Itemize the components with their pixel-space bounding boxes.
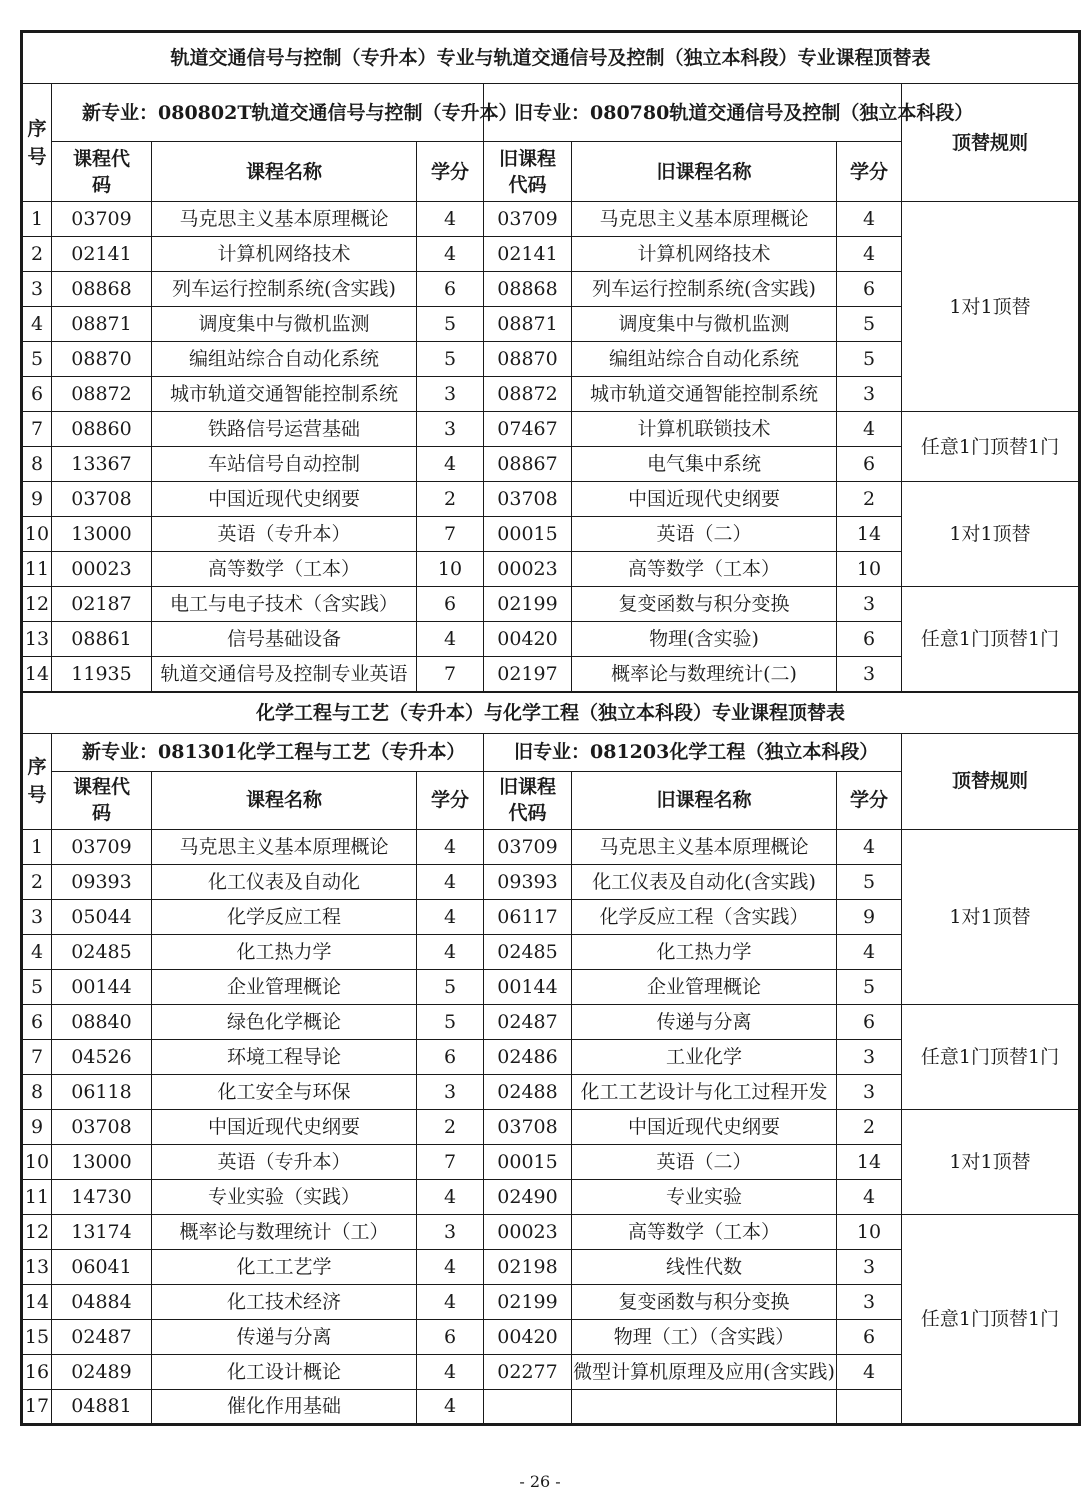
course-code: 14730 <box>52 1179 152 1214</box>
course-name: 信号基础设备 <box>152 622 417 657</box>
row-seq: 17 <box>22 1389 52 1424</box>
old-major-label: 旧专业：080780轨道交通信号及控制（独立本科段） <box>484 84 902 142</box>
header-name: 课程名称 <box>152 142 417 202</box>
course-code: 03709 <box>52 202 152 237</box>
old-course-credit: 10 <box>837 1214 902 1249</box>
old-course-name: 线性代数 <box>572 1249 837 1284</box>
course-code: 03709 <box>52 829 152 864</box>
table-row <box>22 587 1080 622</box>
old-course-name: 专业实验 <box>572 1179 837 1214</box>
major-header-row <box>22 733 1080 771</box>
old-major-label: 旧专业：081203化学工程（独立本科段） <box>484 733 902 771</box>
old-course-credit: 9 <box>837 899 902 934</box>
course-credit: 5 <box>417 1004 484 1039</box>
old-course-name: 复变函数与积分变换 <box>572 1284 837 1319</box>
table-title: 化学工程与工艺（专升本）与化学工程（独立本科段）专业课程顶替表 <box>22 692 1080 734</box>
old-course-credit: 3 <box>837 587 902 622</box>
course-code: 11935 <box>52 657 152 692</box>
table-row <box>22 829 1080 864</box>
course-code: 03708 <box>52 482 152 517</box>
course-credit: 5 <box>417 969 484 1004</box>
course-name: 传递与分离 <box>152 1319 417 1354</box>
old-course-code: 02487 <box>484 1004 572 1039</box>
header-rule: 顶替规则 <box>902 733 1080 829</box>
course-name: 马克思主义基本原理概论 <box>152 829 417 864</box>
course-name: 马克思主义基本原理概论 <box>152 202 417 237</box>
course-name: 英语（专升本） <box>152 1144 417 1179</box>
old-course-name: 调度集中与微机监测 <box>572 307 837 342</box>
old-course-credit: 6 <box>837 447 902 482</box>
course-code: 03708 <box>52 1109 152 1144</box>
old-course-credit: 4 <box>837 237 902 272</box>
course-substitution-sheet <box>20 30 1081 1426</box>
old-course-name: 电气集中系统 <box>572 447 837 482</box>
old-course-name: 英语（二） <box>572 517 837 552</box>
page-number: - 26 - <box>519 1472 561 1491</box>
row-seq: 6 <box>22 1004 52 1039</box>
course-credit: 3 <box>417 1074 484 1109</box>
old-course-name: 中国近现代史纲要 <box>572 1109 837 1144</box>
old-course-code: 08867 <box>484 447 572 482</box>
old-course-name: 工业化学 <box>572 1039 837 1074</box>
course-name: 轨道交通信号及控制专业英语 <box>152 657 417 692</box>
table-row <box>22 482 1080 517</box>
old-course-code: 02199 <box>484 1284 572 1319</box>
old-course-credit: 5 <box>837 864 902 899</box>
old-course-name: 物理(含实验) <box>572 622 837 657</box>
table-row <box>22 1109 1080 1144</box>
old-course-code: 03709 <box>484 202 572 237</box>
course-credit: 5 <box>417 307 484 342</box>
old-course-credit: 6 <box>837 272 902 307</box>
old-course-code: 03709 <box>484 829 572 864</box>
row-seq: 5 <box>22 969 52 1004</box>
course-credit: 7 <box>417 657 484 692</box>
course-name: 高等数学（工本） <box>152 552 417 587</box>
course-credit: 6 <box>417 1319 484 1354</box>
old-course-credit: 4 <box>837 1354 902 1389</box>
old-course-name: 传递与分离 <box>572 1004 837 1039</box>
course-credit: 6 <box>417 272 484 307</box>
major-header-row <box>22 84 1080 142</box>
old-course-name: 马克思主义基本原理概论 <box>572 202 837 237</box>
old-course-name: 概率论与数理统计(二) <box>572 657 837 692</box>
course-code: 08868 <box>52 272 152 307</box>
course-code: 13000 <box>52 1144 152 1179</box>
course-code: 02485 <box>52 934 152 969</box>
course-credit: 6 <box>417 1039 484 1074</box>
course-credit: 6 <box>417 587 484 622</box>
old-course-name: 化工热力学 <box>572 934 837 969</box>
header-old-credit: 学分 <box>837 142 902 202</box>
course-name: 化学反应工程 <box>152 899 417 934</box>
row-seq: 9 <box>22 1109 52 1144</box>
old-course-credit: 6 <box>837 622 902 657</box>
old-course-name: 马克思主义基本原理概论 <box>572 829 837 864</box>
row-seq: 9 <box>22 482 52 517</box>
row-seq: 4 <box>22 307 52 342</box>
row-seq: 10 <box>22 1144 52 1179</box>
row-seq: 14 <box>22 657 52 692</box>
row-seq: 1 <box>22 829 52 864</box>
course-credit: 3 <box>417 412 484 447</box>
course-credit: 4 <box>417 829 484 864</box>
row-seq: 10 <box>22 517 52 552</box>
course-code: 13367 <box>52 447 152 482</box>
course-credit: 4 <box>417 622 484 657</box>
old-course-code: 02199 <box>484 587 572 622</box>
old-course-name: 化工工艺设计与化工过程开发 <box>572 1074 837 1109</box>
course-credit: 4 <box>417 1249 484 1284</box>
substitution-rule: 任意1门顶替1门 <box>902 1214 1080 1424</box>
row-seq: 16 <box>22 1354 52 1389</box>
course-code: 04884 <box>52 1284 152 1319</box>
course-code: 04526 <box>52 1039 152 1074</box>
row-seq: 12 <box>22 587 52 622</box>
course-name: 化工仪表及自动化 <box>152 864 417 899</box>
header-old-code: 旧课程代码 <box>484 771 572 829</box>
old-course-credit: 14 <box>837 1144 902 1179</box>
course-code: 08872 <box>52 377 152 412</box>
row-seq: 15 <box>22 1319 52 1354</box>
course-code: 08870 <box>52 342 152 377</box>
substitution-rule: 1对1顶替 <box>902 482 1080 587</box>
course-credit: 7 <box>417 1144 484 1179</box>
old-course-code: 03708 <box>484 482 572 517</box>
course-credit: 4 <box>417 1389 484 1424</box>
course-credit: 4 <box>417 237 484 272</box>
row-seq: 2 <box>22 237 52 272</box>
course-code: 02187 <box>52 587 152 622</box>
old-course-code: 00144 <box>484 969 572 1004</box>
old-course-name: 英语（二） <box>572 1144 837 1179</box>
course-credit: 4 <box>417 1354 484 1389</box>
course-name: 城市轨道交通智能控制系统 <box>152 377 417 412</box>
row-seq: 13 <box>22 1249 52 1284</box>
course-name: 绿色化学概论 <box>152 1004 417 1039</box>
course-code: 06041 <box>52 1249 152 1284</box>
header-credit: 学分 <box>417 771 484 829</box>
course-code: 08871 <box>52 307 152 342</box>
course-credit: 2 <box>417 482 484 517</box>
old-course-credit: 4 <box>837 934 902 969</box>
old-course-credit: 5 <box>837 307 902 342</box>
old-course-code: 00023 <box>484 552 572 587</box>
old-course-credit: 2 <box>837 482 902 517</box>
course-name: 化工设计概论 <box>152 1354 417 1389</box>
old-course-credit: 10 <box>837 552 902 587</box>
header-old-name: 旧课程名称 <box>572 142 837 202</box>
old-course-code: 02486 <box>484 1039 572 1074</box>
substitution-rule: 1对1顶替 <box>902 829 1080 1004</box>
old-course-name <box>572 1389 837 1424</box>
course-credit: 4 <box>417 864 484 899</box>
course-credit: 4 <box>417 447 484 482</box>
header-seq: 序号 <box>22 84 52 202</box>
header-seq: 序号 <box>22 733 52 829</box>
old-course-name: 化工仪表及自动化(含实践) <box>572 864 837 899</box>
course-credit: 4 <box>417 899 484 934</box>
course-code: 00023 <box>52 552 152 587</box>
old-course-code: 02488 <box>484 1074 572 1109</box>
course-name: 电工与电子技术（含实践） <box>152 587 417 622</box>
row-seq: 8 <box>22 447 52 482</box>
old-course-code: 08872 <box>484 377 572 412</box>
old-course-credit: 3 <box>837 1284 902 1319</box>
table-row <box>22 412 1080 447</box>
old-course-code: 08868 <box>484 272 572 307</box>
old-course-credit: 3 <box>837 657 902 692</box>
course-name: 化工工艺学 <box>152 1249 417 1284</box>
old-course-name: 复变函数与积分变换 <box>572 587 837 622</box>
substitution-rule: 任意1门顶替1门 <box>902 1004 1080 1109</box>
header-rule: 顶替规则 <box>902 84 1080 202</box>
old-course-code: 02277 <box>484 1354 572 1389</box>
old-course-credit: 4 <box>837 202 902 237</box>
course-credit: 2 <box>417 1109 484 1144</box>
row-seq: 6 <box>22 377 52 412</box>
course-code: 02141 <box>52 237 152 272</box>
course-credit: 3 <box>417 377 484 412</box>
row-seq: 7 <box>22 412 52 447</box>
old-course-credit: 3 <box>837 1074 902 1109</box>
header-credit: 学分 <box>417 142 484 202</box>
course-code: 05044 <box>52 899 152 934</box>
course-code: 09393 <box>52 864 152 899</box>
course-code: 06118 <box>52 1074 152 1109</box>
old-course-code: 07467 <box>484 412 572 447</box>
course-code: 08861 <box>52 622 152 657</box>
course-name: 中国近现代史纲要 <box>152 1109 417 1144</box>
header-code: 课程代码 <box>52 142 152 202</box>
row-seq: 11 <box>22 1179 52 1214</box>
old-course-name: 列车运行控制系统(含实践) <box>572 272 837 307</box>
course-name: 中国近现代史纲要 <box>152 482 417 517</box>
course-name: 环境工程导论 <box>152 1039 417 1074</box>
row-seq: 13 <box>22 622 52 657</box>
row-seq: 5 <box>22 342 52 377</box>
old-course-credit: 2 <box>837 1109 902 1144</box>
course-name: 化工技术经济 <box>152 1284 417 1319</box>
old-course-credit: 6 <box>837 1319 902 1354</box>
old-course-code: 02197 <box>484 657 572 692</box>
old-course-name: 计算机联锁技术 <box>572 412 837 447</box>
course-name: 化工安全与环保 <box>152 1074 417 1109</box>
course-name: 企业管理概论 <box>152 969 417 1004</box>
course-credit: 7 <box>417 517 484 552</box>
old-course-code <box>484 1389 572 1424</box>
course-name: 计算机网络技术 <box>152 237 417 272</box>
old-course-code: 02490 <box>484 1179 572 1214</box>
document-page <box>20 30 1060 1426</box>
old-course-credit: 3 <box>837 377 902 412</box>
course-credit: 10 <box>417 552 484 587</box>
old-course-code: 02198 <box>484 1249 572 1284</box>
course-code: 13000 <box>52 517 152 552</box>
course-credit: 5 <box>417 342 484 377</box>
old-course-credit: 3 <box>837 1039 902 1074</box>
old-course-code: 00015 <box>484 1144 572 1179</box>
course-code: 04881 <box>52 1389 152 1424</box>
course-name: 列车运行控制系统(含实践) <box>152 272 417 307</box>
substitution-rule: 任意1门顶替1门 <box>902 412 1080 482</box>
old-course-credit: 14 <box>837 517 902 552</box>
course-code: 02489 <box>52 1354 152 1389</box>
old-course-name: 企业管理概论 <box>572 969 837 1004</box>
course-code: 00144 <box>52 969 152 1004</box>
old-course-credit: 5 <box>837 969 902 1004</box>
header-old-credit: 学分 <box>837 771 902 829</box>
substitution-rule: 1对1顶替 <box>902 202 1080 412</box>
row-seq: 8 <box>22 1074 52 1109</box>
table-title-row <box>22 32 1080 84</box>
row-seq: 12 <box>22 1214 52 1249</box>
old-course-credit: 4 <box>837 829 902 864</box>
course-credit: 3 <box>417 1214 484 1249</box>
old-course-code: 02141 <box>484 237 572 272</box>
course-name: 专业实验（实践） <box>152 1179 417 1214</box>
old-course-code: 06117 <box>484 899 572 934</box>
row-seq: 11 <box>22 552 52 587</box>
course-name: 化工热力学 <box>152 934 417 969</box>
substitution-rule: 1对1顶替 <box>902 1109 1080 1214</box>
header-old-code: 旧课程代码 <box>484 142 572 202</box>
course-credit: 4 <box>417 934 484 969</box>
old-course-code: 03708 <box>484 1109 572 1144</box>
course-name: 催化作用基础 <box>152 1389 417 1424</box>
old-course-name: 化学反应工程（含实践） <box>572 899 837 934</box>
row-seq: 14 <box>22 1284 52 1319</box>
course-code: 02487 <box>52 1319 152 1354</box>
old-course-name: 高等数学（工本） <box>572 552 837 587</box>
old-course-credit: 3 <box>837 1249 902 1284</box>
old-course-code: 00420 <box>484 622 572 657</box>
course-credit: 4 <box>417 202 484 237</box>
old-course-name: 编组站综合自动化系统 <box>572 342 837 377</box>
table-row <box>22 1004 1080 1039</box>
course-code: 08840 <box>52 1004 152 1039</box>
old-course-name: 计算机网络技术 <box>572 237 837 272</box>
row-seq: 1 <box>22 202 52 237</box>
course-code: 08860 <box>52 412 152 447</box>
course-name: 车站信号自动控制 <box>152 447 417 482</box>
table-title-row <box>22 692 1080 734</box>
new-major-label: 新专业：081301化学工程与工艺（专升本） <box>52 733 484 771</box>
course-name: 铁路信号运营基础 <box>152 412 417 447</box>
course-name: 概率论与数理统计（工） <box>152 1214 417 1249</box>
course-name: 英语（专升本） <box>152 517 417 552</box>
course-name: 编组站综合自动化系统 <box>152 342 417 377</box>
table-title: 轨道交通信号与控制（专升本）专业与轨道交通信号及控制（独立本科段）专业课程顶替表 <box>22 32 1080 84</box>
old-course-credit: 4 <box>837 412 902 447</box>
old-course-credit: 5 <box>837 342 902 377</box>
substitution-rule: 任意1门顶替1门 <box>902 587 1080 692</box>
old-course-code: 00420 <box>484 1319 572 1354</box>
row-seq: 3 <box>22 899 52 934</box>
old-course-code: 02485 <box>484 934 572 969</box>
course-code: 13174 <box>52 1214 152 1249</box>
row-seq: 7 <box>22 1039 52 1074</box>
header-code: 课程代码 <box>52 771 152 829</box>
old-course-name: 高等数学（工本） <box>572 1214 837 1249</box>
old-course-code: 08870 <box>484 342 572 377</box>
old-course-name: 微型计算机原理及应用(含实践) <box>572 1354 837 1389</box>
new-major-label: 新专业：080802T轨道交通信号与控制（专升本） <box>52 84 484 142</box>
course-credit: 4 <box>417 1179 484 1214</box>
table-row <box>22 202 1080 237</box>
row-seq: 2 <box>22 864 52 899</box>
old-course-code: 09393 <box>484 864 572 899</box>
old-course-code: 08871 <box>484 307 572 342</box>
old-course-code: 00023 <box>484 1214 572 1249</box>
course-name: 调度集中与微机监测 <box>152 307 417 342</box>
old-course-name: 中国近现代史纲要 <box>572 482 837 517</box>
old-course-credit: 6 <box>837 1004 902 1039</box>
header-name: 课程名称 <box>152 771 417 829</box>
old-course-name: 城市轨道交通智能控制系统 <box>572 377 837 412</box>
table-row <box>22 1214 1080 1249</box>
header-old-name: 旧课程名称 <box>572 771 837 829</box>
row-seq: 3 <box>22 272 52 307</box>
course-credit: 4 <box>417 1284 484 1319</box>
old-course-name: 物理（工）（含实践） <box>572 1319 837 1354</box>
old-course-credit <box>837 1389 902 1424</box>
old-course-code: 00015 <box>484 517 572 552</box>
old-course-credit: 4 <box>837 1179 902 1214</box>
row-seq: 4 <box>22 934 52 969</box>
